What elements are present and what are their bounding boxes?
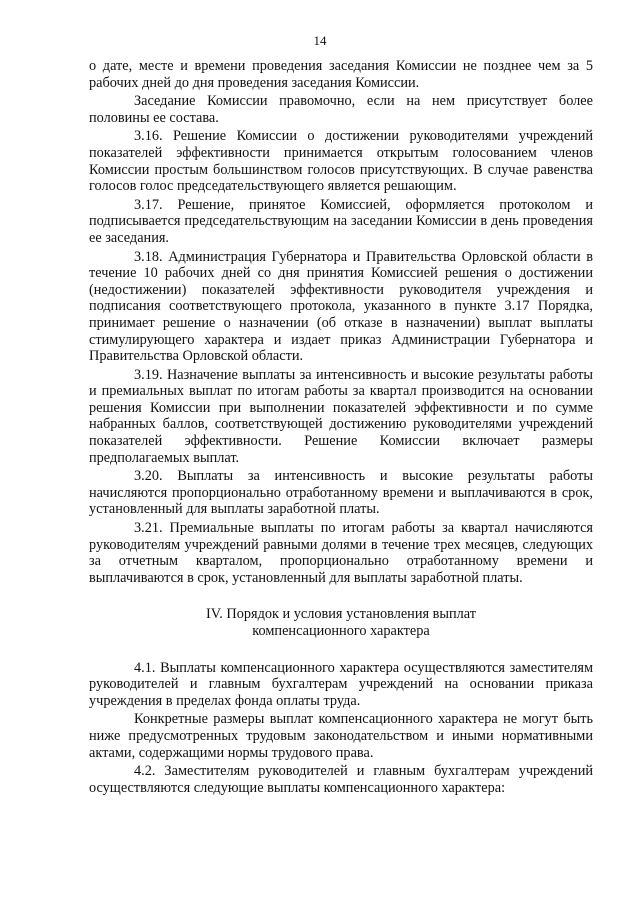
- paragraph: Заседание Комиссии правомочно, если на нем присутствует более половины ее состава.: [89, 93, 593, 126]
- paragraph-3-16: 3.16. Решение Комиссии о достижении руководителями учреждений показателей эффективности принимается открытым голосованием членов Комиссии простым большинством голосов присутствующих. В случае равенства голосов голос председательствующего является решающим.: [89, 128, 593, 195]
- paragraph-3-17: 3.17. Решение, принятое Комиссией, оформляется протоколом и подписывается председательствующим на заседании Комиссии в день проведения ее заседания.: [89, 196, 593, 246]
- page-number: 14: [313, 33, 327, 48]
- paragraph-3-20: 3.20. Выплаты за интенсивность и высокие результаты работы начисляются пропорционально отработанному времени и выплачиваются в срок, установленный для выплаты заработной платы.: [89, 468, 593, 518]
- paragraph-3-19: 3.19. Назначение выплаты за интенсивность и высокие результаты работы и премиальных выплат по итогам работы за квартал производится на основании решения Комиссии при выполнении показателей эффективности и по сумме набранных баллов, соответствующей достижению руководителями учреждений показателей эффективности. Решение Комиссии включает размеры предполагаемых выплат.: [89, 366, 593, 466]
- paragraph-4-1: 4.1. Выплаты компенсационного характера осуществляются заместителям руководителей и главным бухгалтерам учреждений на основании приказа учреждения в пределах фонда оплаты труда.: [89, 659, 593, 709]
- section-heading: [89, 606, 593, 639]
- paragraph-4-2: 4.2. Заместителям руководителей и главным бухгалтерам учреждений осуществляются следующие выплаты компенсационного характера:: [89, 763, 593, 796]
- paragraph: о дате, месте и времени проведения заседания Комиссии не позднее чем за 5 рабочих дней до дня проведения заседания Комиссии.: [89, 58, 593, 91]
- paragraph-3-21: 3.21. Премиальные выплаты по итогам работы за квартал начисляются руководителям учреждений равными долями в течение трех месяцев, следующих за отчетным кварталом, пропорционально отработанному времени и выплачиваются в срок, установленный для выплаты заработной платы.: [89, 520, 593, 586]
- paragraph: Конкретные размеры выплат компенсационного характера не могут быть ниже предусмотренных трудовым законодательством и иными нормативными актами, содержащими нормы трудового права.: [89, 711, 593, 761]
- document-body: [89, 58, 593, 798]
- section-heading-line: IV. Порядок и условия установления выплат: [205, 606, 476, 623]
- section-heading-line: компенсационного характера: [252, 623, 430, 639]
- paragraph-3-18: 3.18. Администрация Губернатора и Правительства Орловской области в течение 10 рабочих дней со дня принятия Комиссией решения о достижении (недостижении) показателей эффективности руководителя учреждения и подписания соответствующего протокола, указанного в пункте 3.17 Порядка, принимает решение о назначении (об отказе в назначении) выплат выплаты стимулирующего характера и издает приказ Администрации Губернатора и Правительства Орловской области.: [89, 248, 593, 365]
